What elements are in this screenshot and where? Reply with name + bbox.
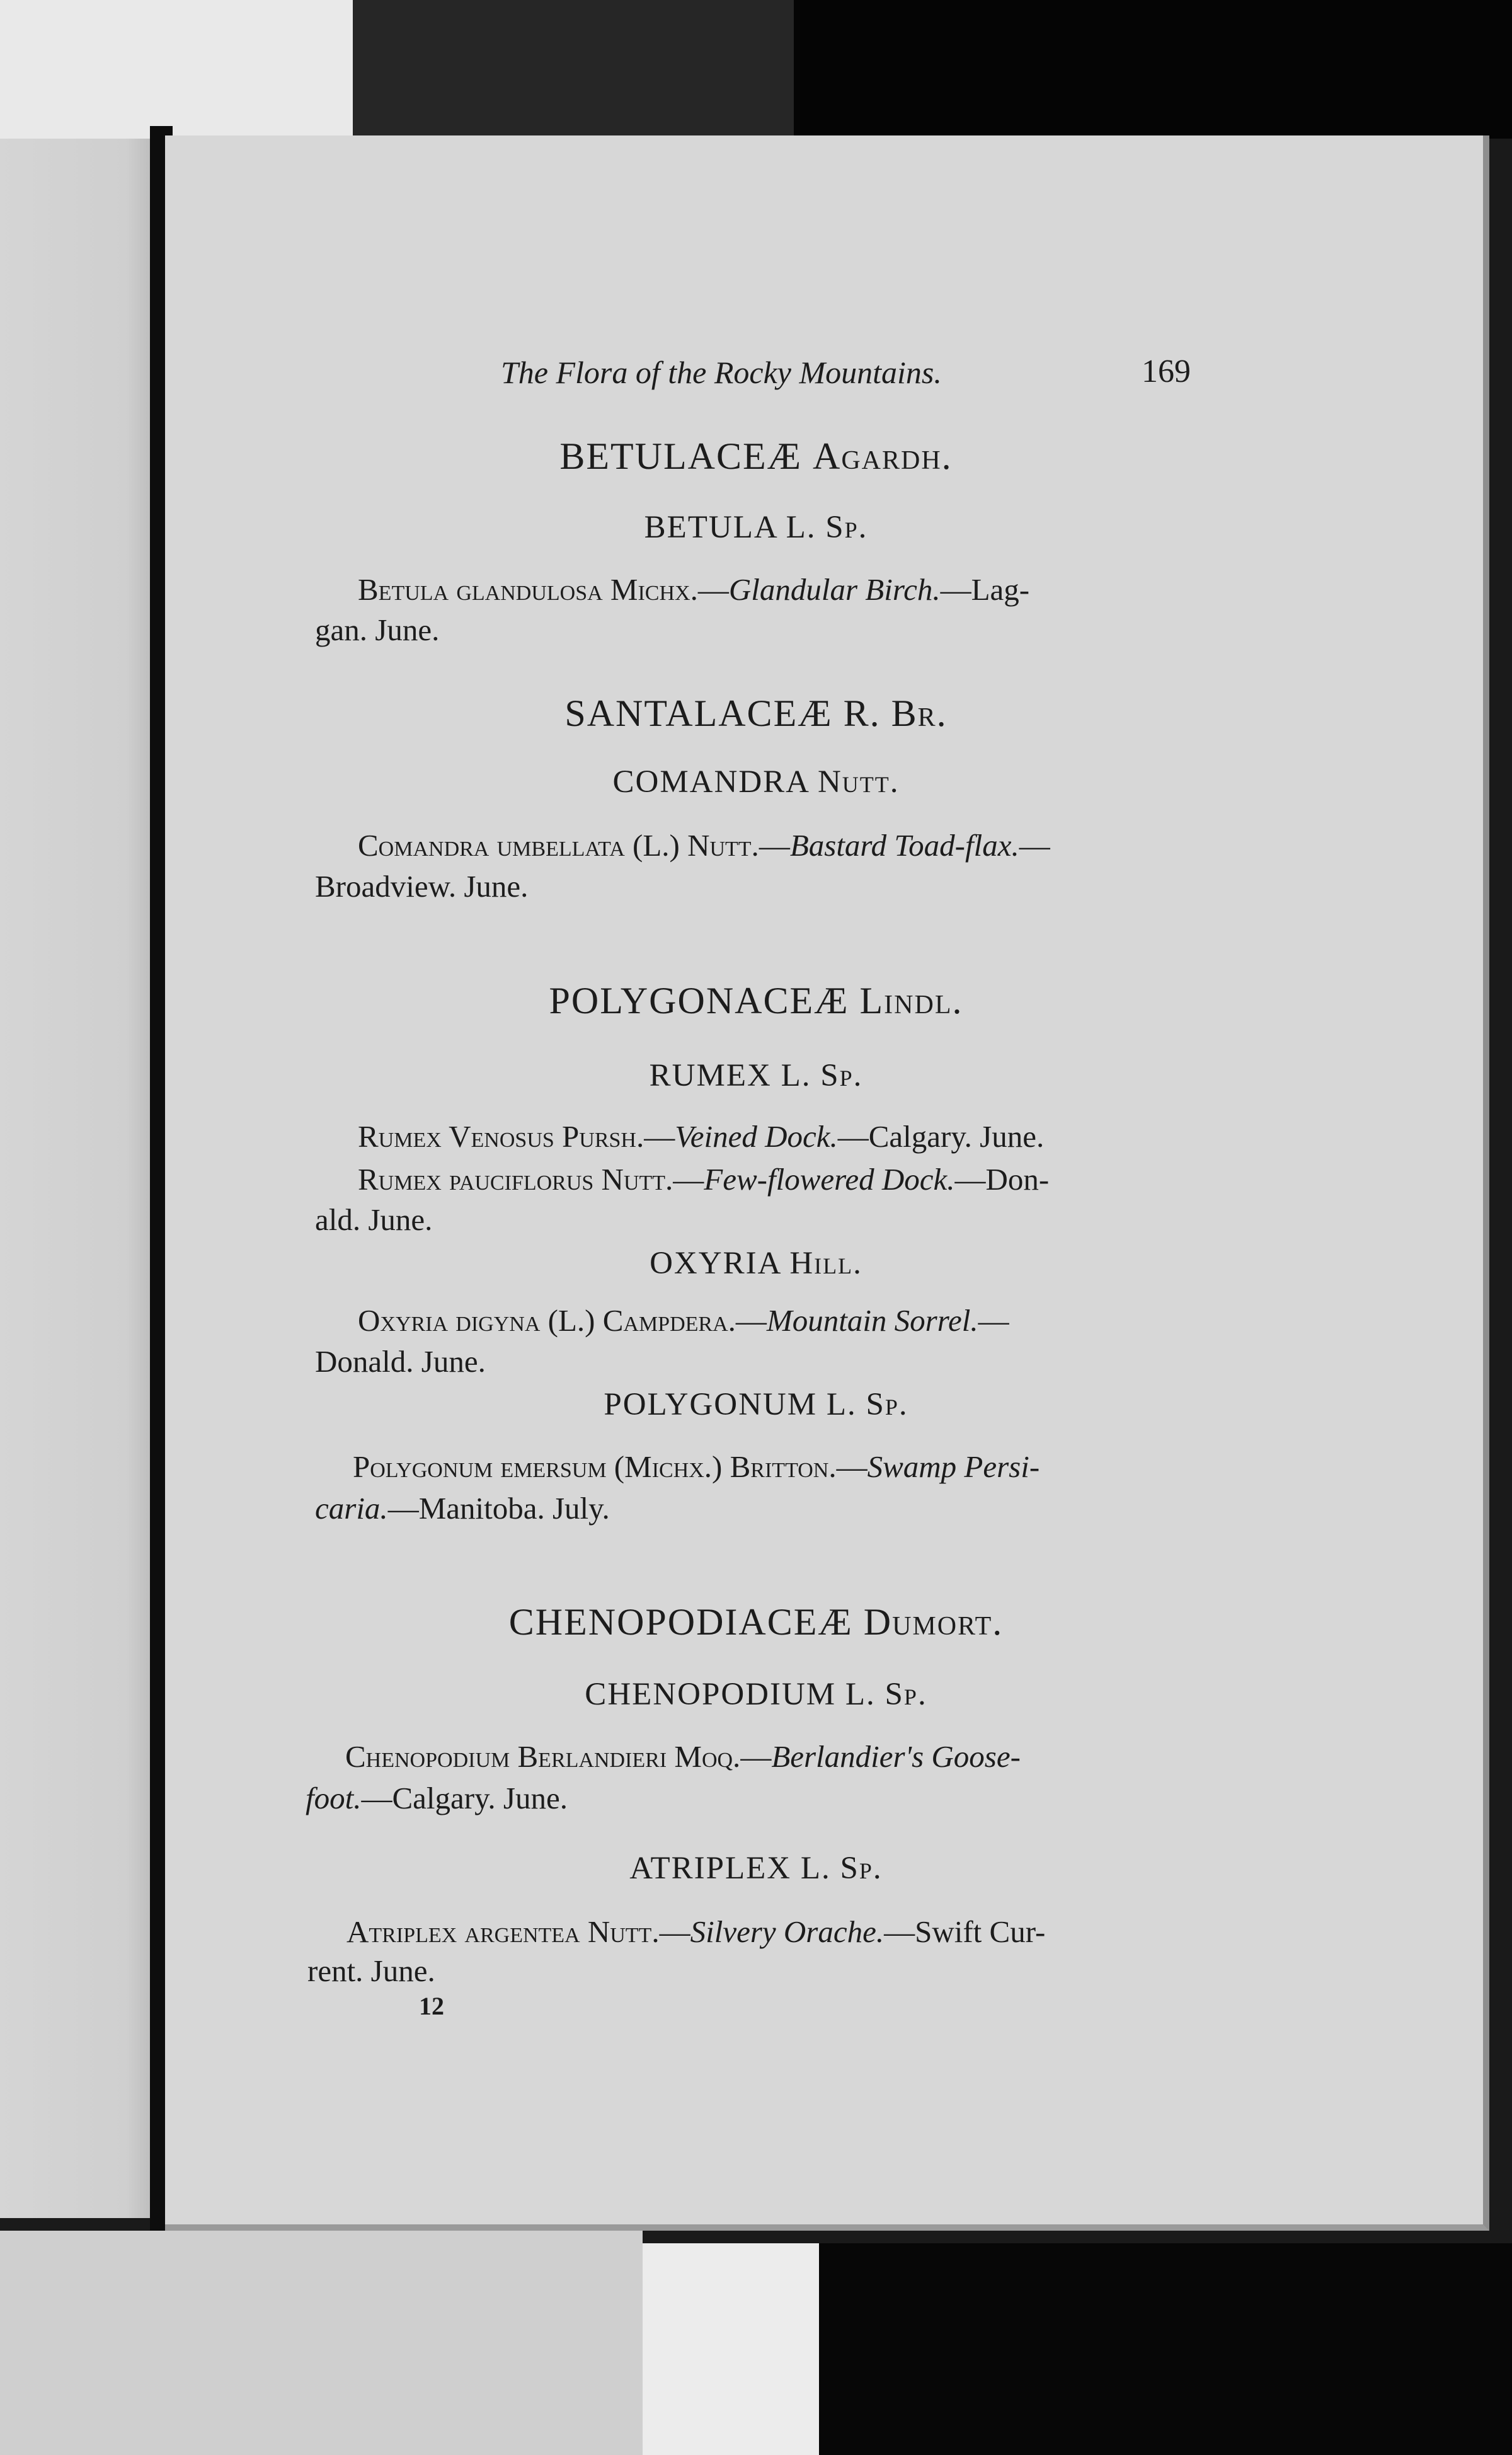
genus-heading-comandra: COMANDRA Nutt. bbox=[612, 764, 900, 800]
genus-heading-rumex: RUMEX L. Sp. bbox=[649, 1058, 863, 1093]
scan-background bbox=[643, 2243, 819, 2455]
running-title: The Flora of the Rocky Mountains. bbox=[501, 355, 942, 390]
family-heading-chenopodiaceae: CHENOPODIACEÆ Dumort. bbox=[508, 1601, 1004, 1643]
genus-heading-oxyria: OXYRIA Hill. bbox=[650, 1246, 862, 1281]
scan-background bbox=[353, 0, 794, 145]
genus-heading-chenopodium: CHENOPODIUM L. Sp. bbox=[585, 1677, 927, 1712]
previous-page-edge bbox=[0, 139, 158, 2218]
family-heading-betulaceae: BETULACEÆ Agardh. bbox=[559, 435, 953, 477]
scan-background bbox=[0, 0, 353, 145]
scan-background bbox=[819, 2243, 1512, 2455]
genus-heading-betula: BETULA L. Sp. bbox=[644, 510, 868, 545]
species-entry-continuation: rent. June. bbox=[307, 1953, 435, 1988]
species-entry-continuation: caria.—Manitoba. July. bbox=[315, 1491, 610, 1526]
species-entry-continuation: Broadview. June. bbox=[315, 869, 529, 904]
species-entry-continuation: foot.—Calgary. June. bbox=[306, 1781, 568, 1815]
page-number: 169 bbox=[1142, 354, 1191, 389]
species-entry-continuation: Donald. June. bbox=[315, 1344, 486, 1379]
family-heading-polygonaceae: POLYGONACEÆ Lindl. bbox=[549, 980, 963, 1021]
species-entry-continuation: ald. June. bbox=[315, 1202, 433, 1237]
scan-background bbox=[794, 0, 1512, 139]
family-heading-santalaceae: SANTALACEÆ R. Br. bbox=[564, 693, 948, 734]
species-entry-continuation: gan. June. bbox=[315, 612, 440, 647]
genus-heading-polygonum: POLYGONUM L. Sp. bbox=[604, 1387, 908, 1422]
signature-mark: 12 bbox=[419, 1992, 444, 2020]
scan-background bbox=[0, 2231, 643, 2455]
genus-heading-atriplex: ATRIPLEX L. Sp. bbox=[629, 1851, 883, 1886]
